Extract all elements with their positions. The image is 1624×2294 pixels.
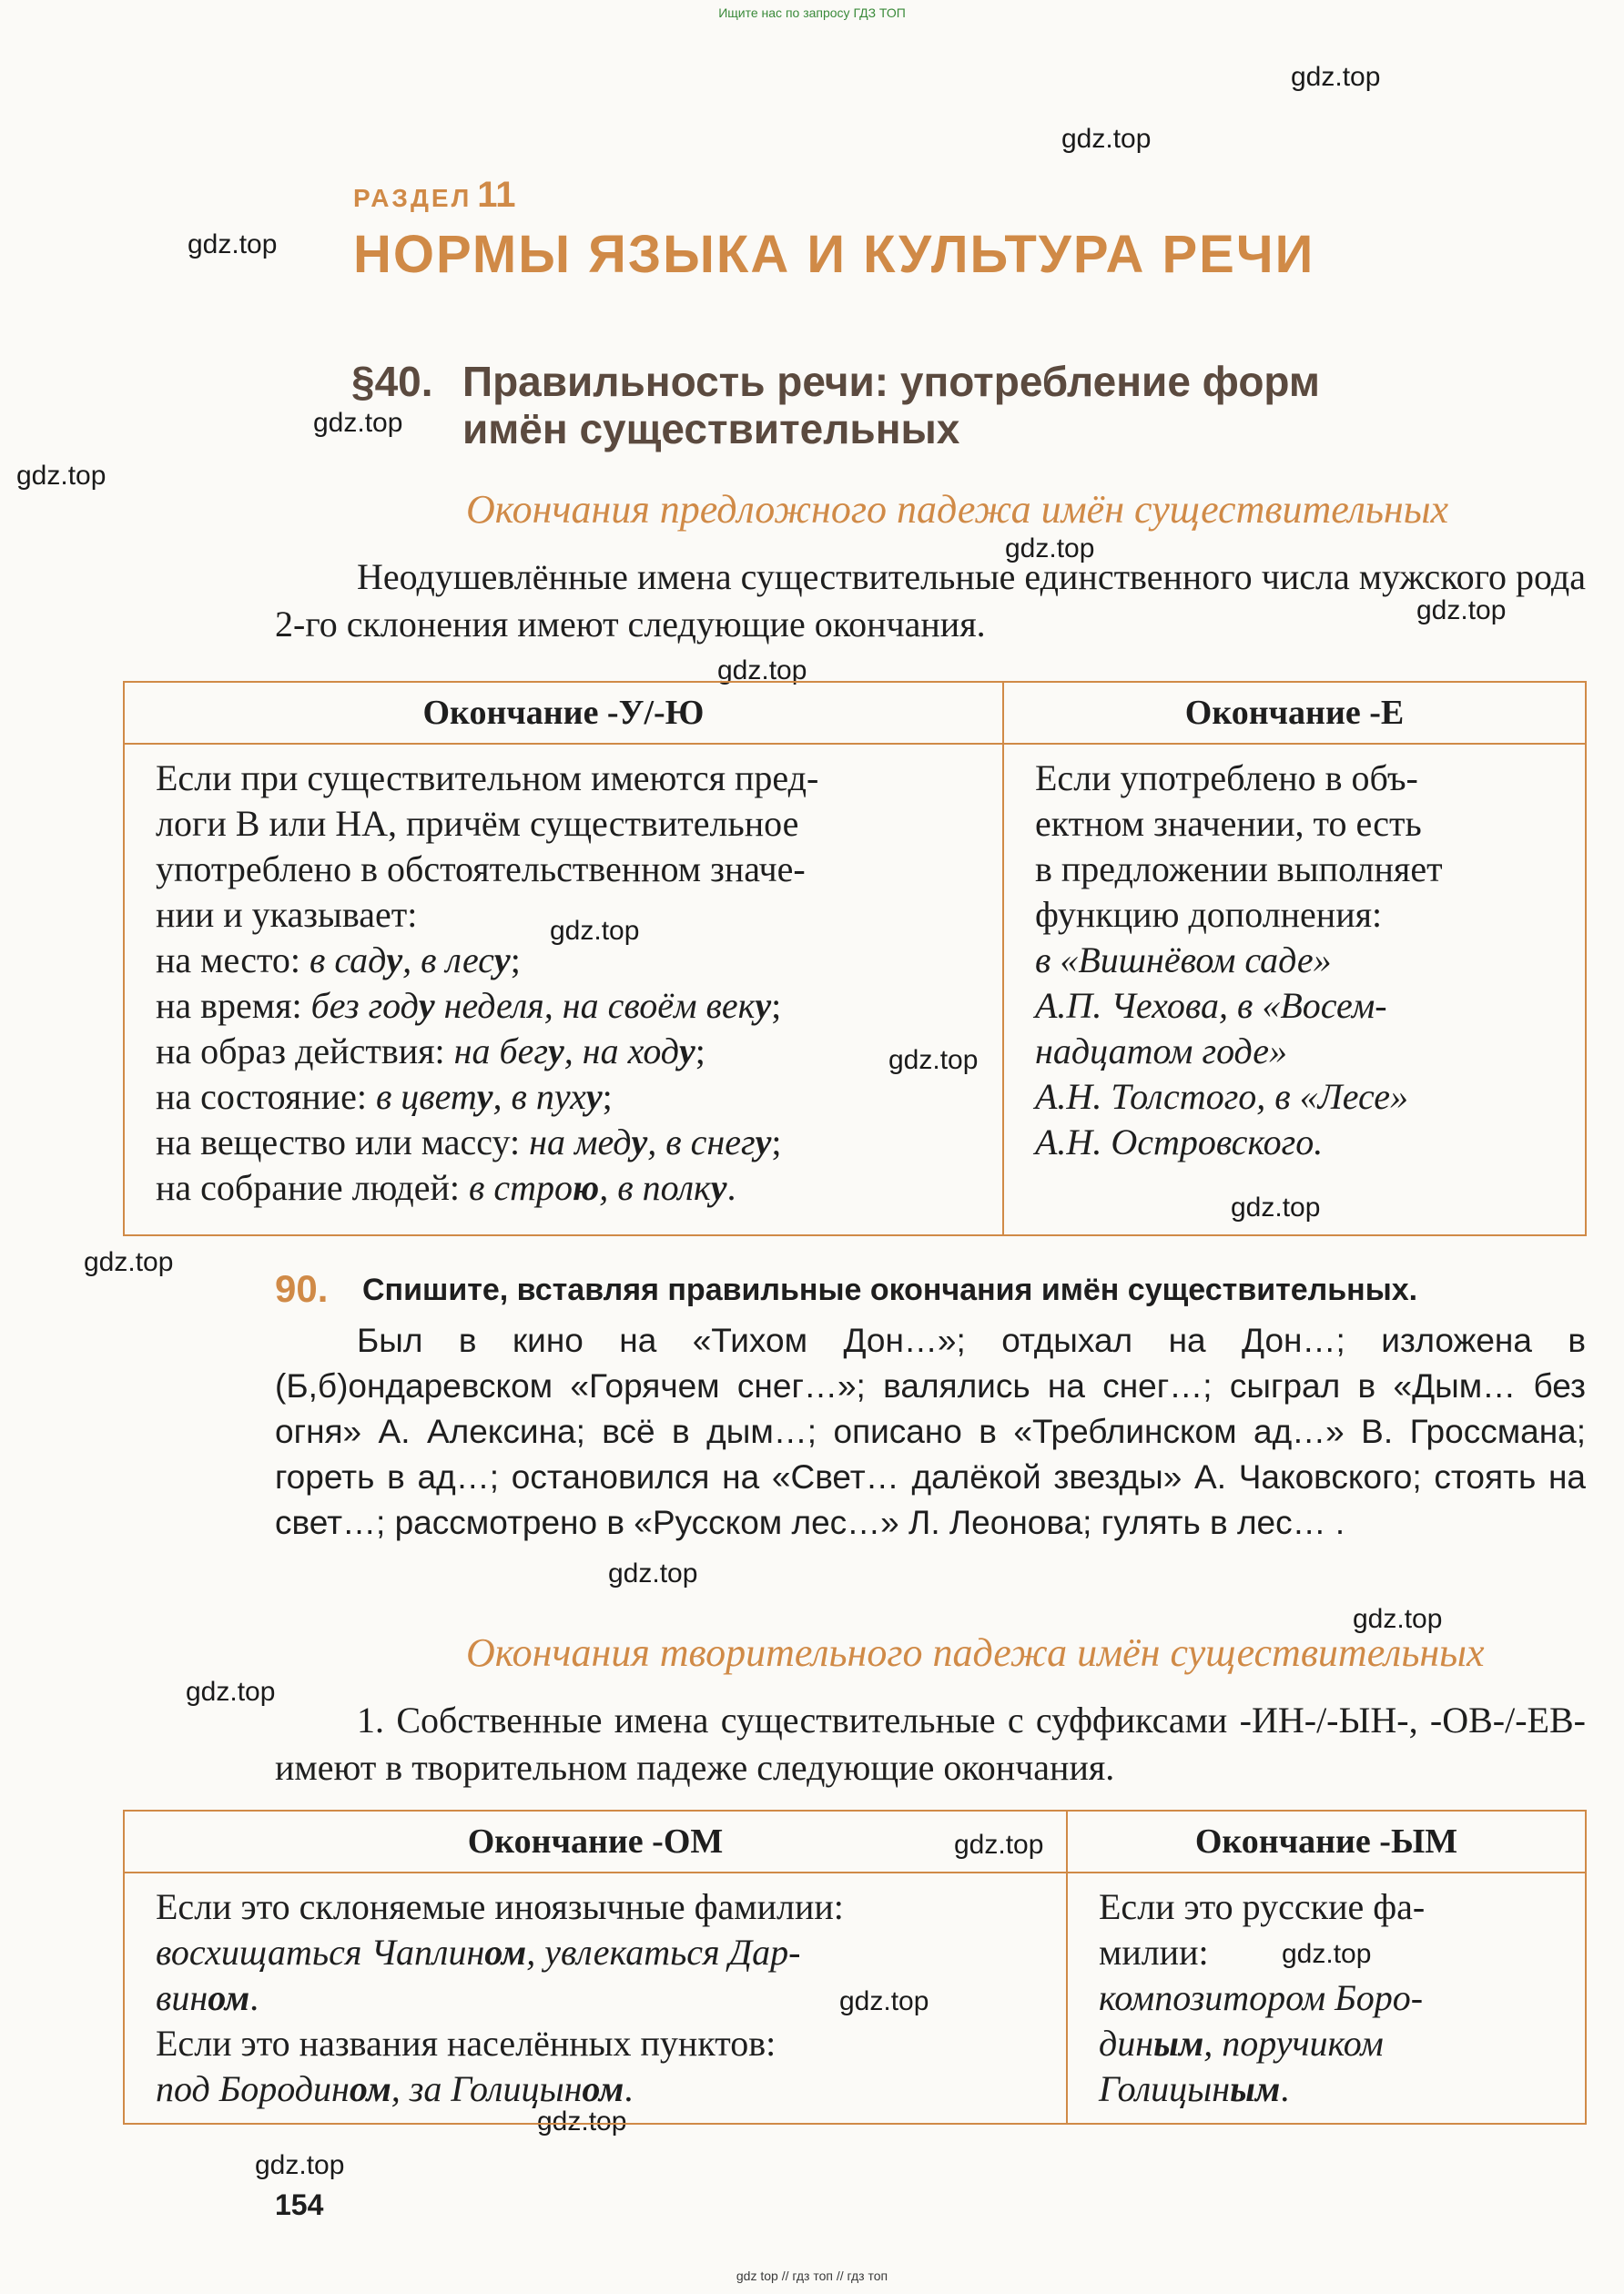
rule-text-line: употреблено в обстоятельственном значе- — [156, 848, 806, 889]
watermark: gdz.top — [1353, 1604, 1443, 1634]
subhead-instrumental: Окончания творительного падежа имён существительных — [466, 1630, 1485, 1675]
rule-text-line: Если это склоняемые иноязычные фамилии: — [156, 1886, 844, 1927]
rule-text-line: логи В или НА, причём существительное — [156, 803, 799, 844]
example-line: композитором Боро- — [1099, 1977, 1424, 2018]
example-line: надцатом годе» — [1035, 1030, 1288, 1071]
table-cell-u-yu — [124, 744, 1003, 1235]
example-line: вином. — [156, 1977, 259, 2018]
exercise-text: Был в кино на «Тихом Дон…»; отдыхал на Дон…; изложена в (Б,б)ондаревском «Горячем снег…»; валялись на снег…; сыграл в «Дым… без огня» А. Алексина; всё в дым…; описано в «Треблинском ад…» В. Гроссмана; гореть в ад…; остановился на «Свет… далёкой звезды» А. Чаковского; стоять на свет…; рассмотрено в «Русском лес…» Л. Леонова; гулять в лес… . — [275, 1322, 1586, 1541]
footer-banner: gdz top // гдз топ // гдз топ — [736, 2269, 888, 2283]
example-line: А.П. Чехова, в «Восем- — [1035, 985, 1387, 1026]
watermark: gdz.top — [608, 1558, 698, 1589]
watermark: gdz.top — [313, 408, 403, 438]
table-cell-ym — [1067, 1873, 1586, 2124]
table-cell-e — [1003, 744, 1586, 1235]
exercise-number: 90. — [275, 1267, 329, 1310]
table-header-ym: Окончание -ЫМ — [1067, 1811, 1586, 1873]
endings-table-instrumental — [123, 1810, 1587, 2125]
table-header-e: Окончание -Е — [1003, 682, 1586, 744]
subhead-prepositional: Окончания предложного падежа имён существительных — [466, 487, 1449, 532]
watermark: gdz.top — [188, 229, 278, 259]
watermark: gdz.top — [954, 1830, 1044, 1860]
example-line: А.Н. Островского. — [1035, 1122, 1324, 1162]
watermark: gdz.top — [537, 2106, 627, 2137]
paragraph-title-line2: имён существительных — [462, 405, 960, 452]
table-header-u-yu: Окончание -У/-Ю — [124, 682, 1003, 744]
watermark: gdz.top — [255, 2150, 345, 2180]
endings-table-prepositional — [123, 681, 1587, 1236]
example-line-state: на состояние: в цвету, в пуху; — [156, 1076, 613, 1117]
watermark: gdz.top — [1291, 62, 1381, 92]
watermark: gdz.top — [1282, 1939, 1372, 1969]
example-line-place: на место: в саду, в лесу; — [156, 939, 521, 980]
watermark: gdz.top — [1416, 595, 1507, 625]
example-line-time: на время: без году неделя, на своём веку; — [156, 985, 782, 1026]
rule-text-line: милии: — [1099, 1932, 1209, 1973]
table-header-om: Окончание -ОМ — [124, 1811, 1067, 1873]
watermark: gdz.top — [1005, 533, 1095, 563]
section-label-text: РАЗДЕЛ — [353, 184, 472, 212]
watermark: gdz.top — [16, 461, 107, 491]
rule-text-line: Если это русские фа- — [1099, 1886, 1426, 1927]
exercise-task: Спишите, вставляя правильные окончания имён существительных. — [362, 1273, 1418, 1307]
watermark: gdz.top — [717, 655, 807, 685]
paragraph-number: §40. — [351, 358, 433, 405]
intro-text-2: 1. Собственные имена существительные с суффиксами -ИН-/-ЫН-, -ОВ-/-ЕВ- имеют в творительном падеже следующие окончания. — [275, 1700, 1586, 1788]
watermark: gdz.top — [1061, 124, 1152, 154]
paragraph-title — [351, 358, 1462, 452]
example-line: Голицыным. — [1099, 2068, 1290, 2109]
watermark: gdz.top — [839, 1986, 929, 2016]
rule-text-line: ектном значении, то есть — [1035, 803, 1422, 844]
example-line-substance: на вещество или массу: на меду, в снегу; — [156, 1122, 782, 1162]
rule-text-line: Если при существительном имеются пред- — [156, 757, 819, 798]
example-line: под Бородином, за Голицыном. — [156, 2068, 634, 2109]
example-line: восхищаться Чаплином, увлекаться Дар- — [156, 1932, 801, 1973]
example-line-manner: на образ действия: на бегу, на ходу; — [156, 1030, 705, 1071]
example-line: А.Н. Толстого, в «Лесе» — [1035, 1076, 1408, 1117]
paragraph-title-line1: Правильность речи: употребление форм — [462, 358, 1320, 405]
rule-text-line: функцию дополнения: — [1035, 894, 1383, 935]
watermark: gdz.top — [186, 1677, 276, 1707]
rule-text-line: Если употреблено в объ- — [1035, 757, 1418, 798]
section-number: 11 — [477, 175, 516, 215]
example-line: в «Вишнёвом саде» — [1035, 939, 1332, 980]
example-line: диным, поручиком — [1099, 2023, 1384, 2064]
search-banner: Ищите нас по запросу ГДЗ ТОП — [718, 5, 906, 20]
rule-text-line: Если это названия населённых пунктов: — [156, 2023, 776, 2064]
section-label — [353, 175, 516, 216]
watermark: gdz.top — [1231, 1193, 1321, 1223]
page-number: 154 — [275, 2188, 324, 2221]
rule-text-line: нии и указывает: — [156, 894, 418, 935]
watermark: gdz.top — [550, 916, 640, 946]
table-cell-om — [124, 1873, 1067, 2124]
section-title: НОРМЫ ЯЗЫКА И КУЛЬТУРА РЕЧИ — [353, 225, 1315, 284]
watermark: gdz.top — [84, 1247, 174, 1277]
example-line-assembly: на собрание людей: в строю, в полку. — [156, 1167, 736, 1208]
intro-text-1: Неодушевлённые имена существительные единственного числа мужского рода 2-го склонения имеют следующие окончания. — [275, 556, 1586, 645]
watermark: gdz.top — [888, 1045, 979, 1075]
rule-text-line: в предложении выполняет — [1035, 848, 1443, 889]
